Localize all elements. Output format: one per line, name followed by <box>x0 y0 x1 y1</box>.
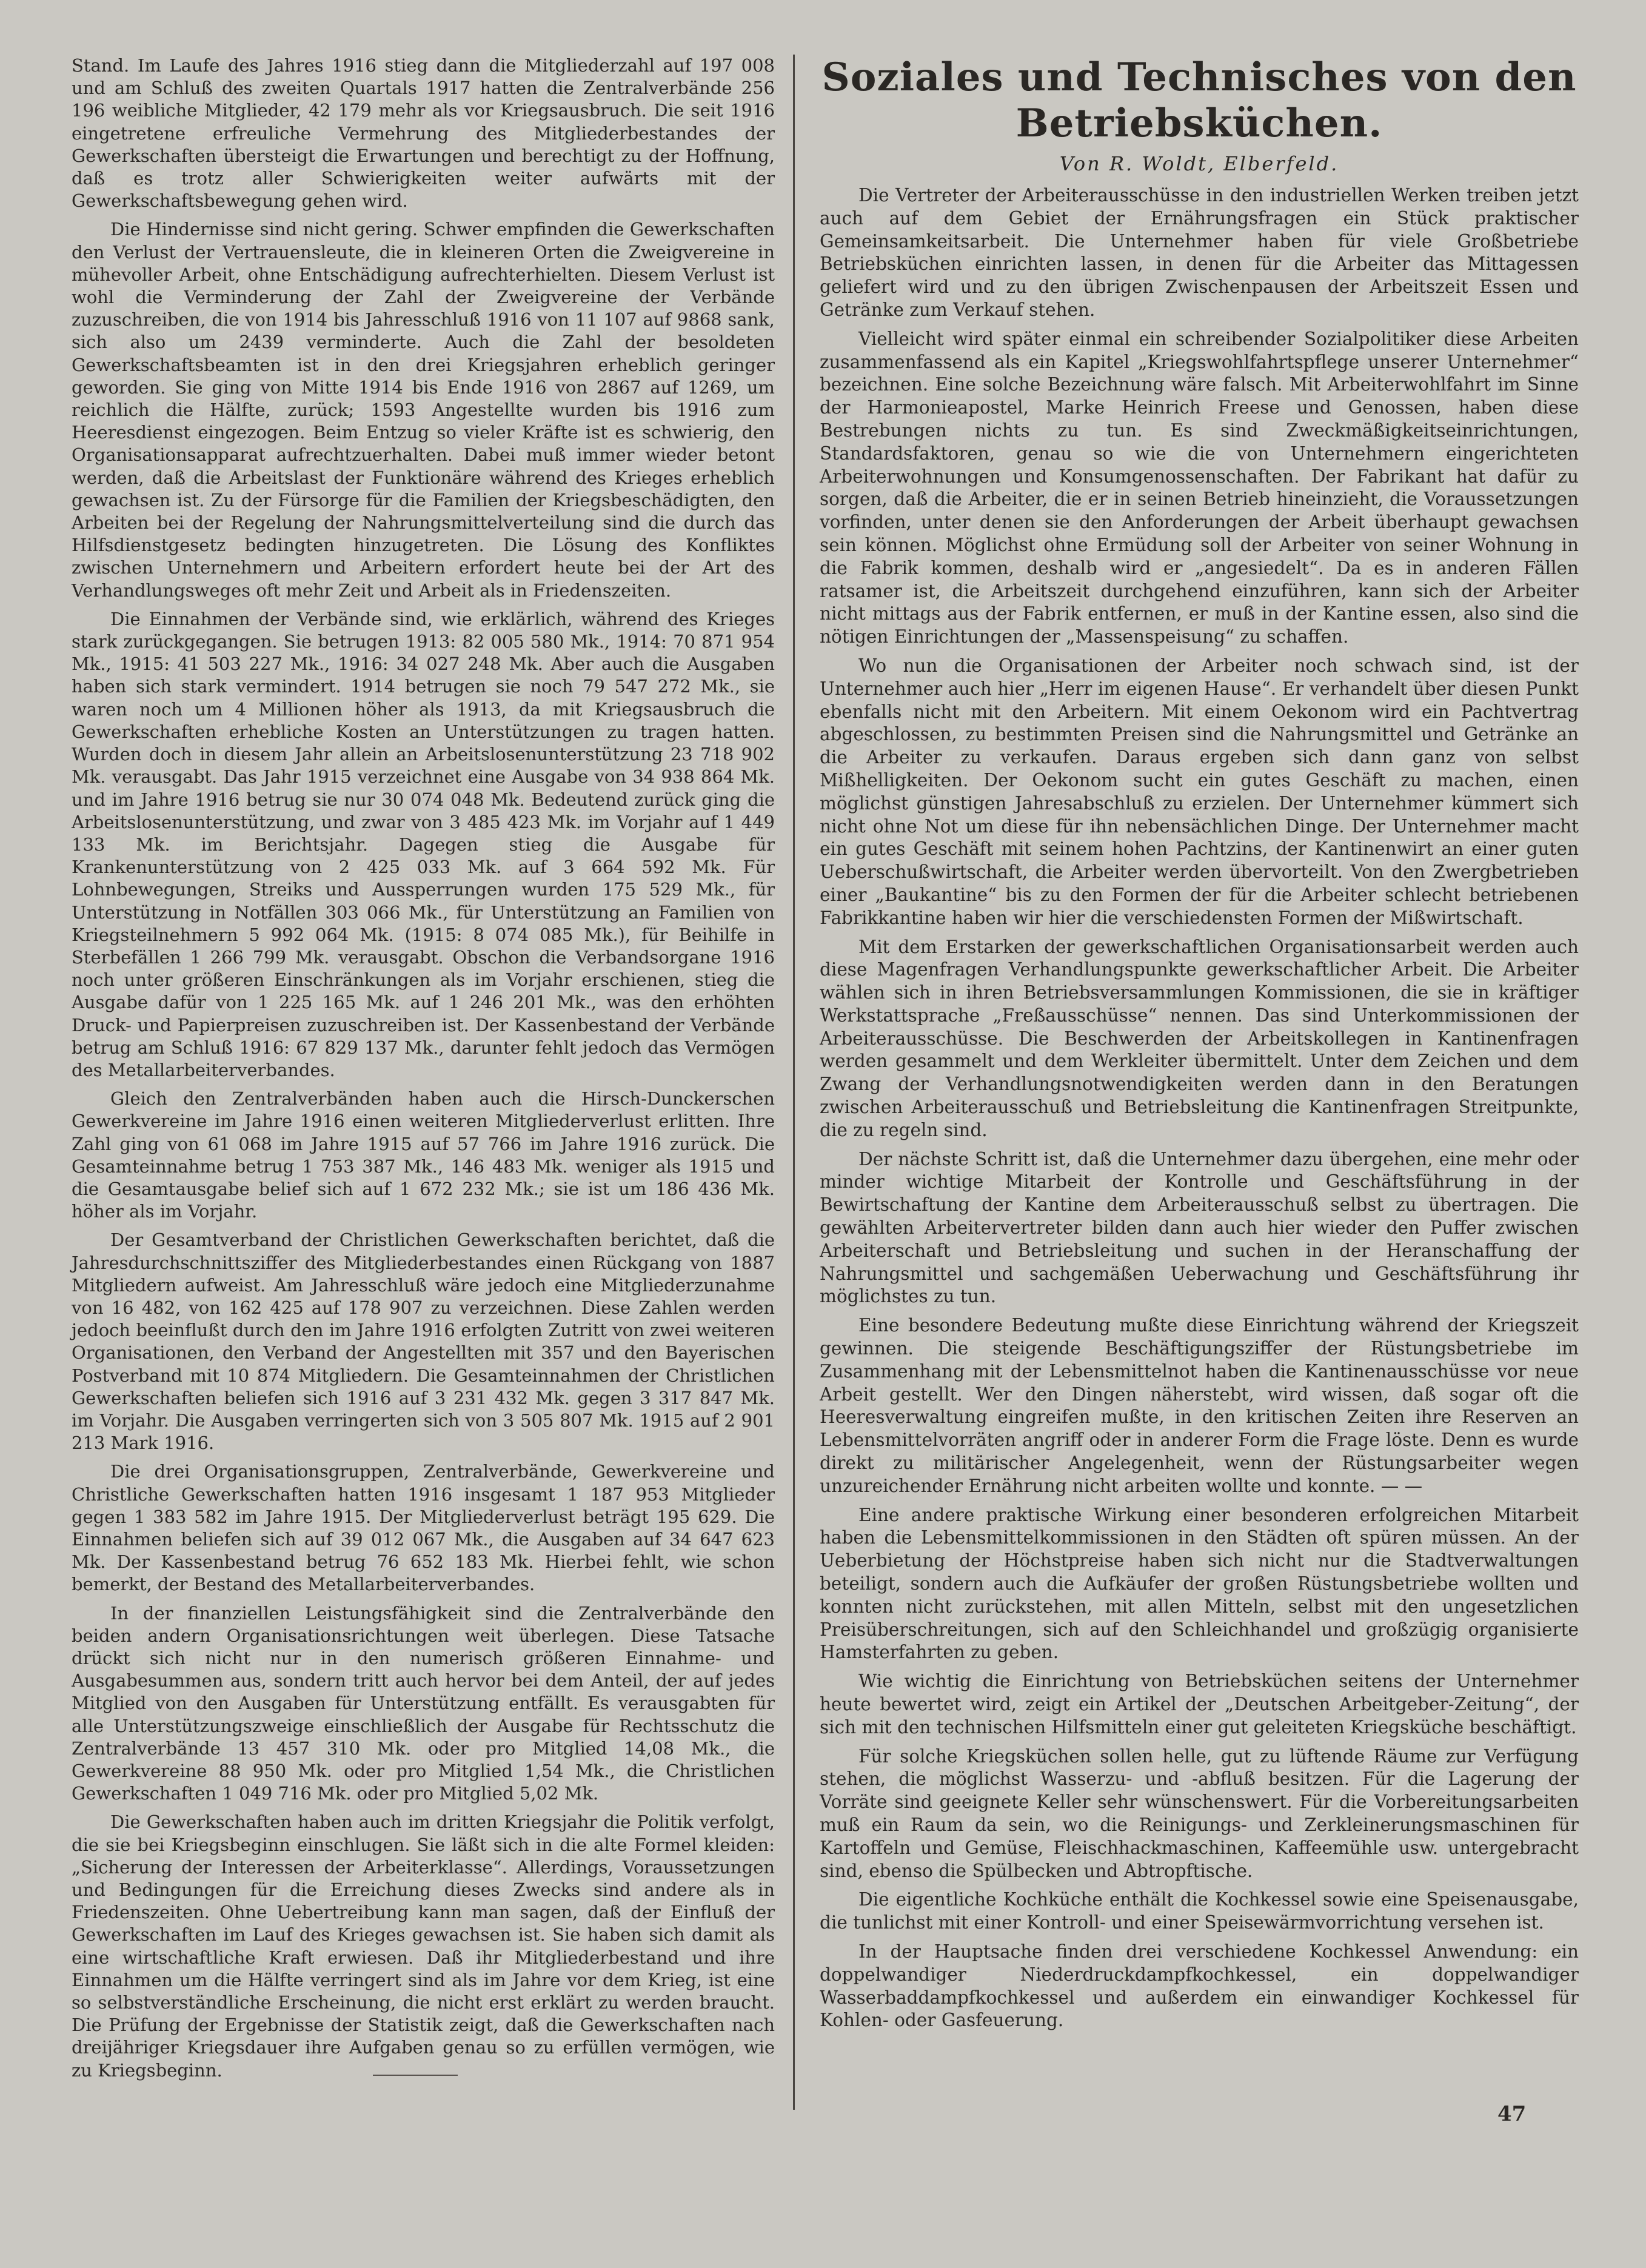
right-column <box>820 55 1579 2038</box>
column-divider <box>793 55 795 2110</box>
paragraph: Die Gewerkschaften haben auch im dritten Kriegsjahr die Politik verfolgt, die sie bei Kriegsbeginn einschlugen. Sie läßt sich in die alte Formel kleiden: „Sicherung der Interessen der Arbeiterklasse“. Allerdings, Voraussetzungen und Bedingungen für die Erreichung dieses Zwecks sind andere als in Friedenszeiten. Ohne Uebertreibung kann man sagen, daß der Einfluß der Gewerkschaften im Lauf des Krieges gewachsen ist. Sie haben sich damit als eine wirtschaftliche Kraft erwiesen. Daß ihr Mitgliederbestand und ihre Einnahmen um die Hälfte verringert sind als im Jahre vor dem Krieg, ist eine so selbstverständliche Erscheinung, die nicht erst erklärt zu werden braucht. Die Prüfung der Ergebnisse der Statistik zeigt, daß die Gewerkschaften nach dreijähriger Kriegsdauer ihre Aufgaben genau so zu erfüllen vermögen, wie zu Kriegsbeginn. <box>72 1811 775 2081</box>
paragraph: Gleich den Zentralverbänden haben auch die Hirsch-Dunckerschen Gewerkvereine im Jahre 1916 einen weiteren Mitgliederverlust erlitten. Ihre Zahl ging von 61 068 im Jahre 1915 auf 57 766 im Jahre 1916 zurück. Die Gesamteinnahme betrug 1 753 387 Mk., 146 483 Mk. weniger als 1915 und die Gesamtausgabe belief sich auf 1 672 232 Mk.; sie ist um 186 436 Mk. höher als im Vorjahr. <box>72 1088 775 1222</box>
paragraph: Der Gesamtverband der Christlichen Gewerkschaften berichtet, daß die Jahresdurchschnittsziffer des Mitgliederbestandes einen Rückgang von 1887 Mitgliedern aufweist. Am Jahresschluß wäre jedoch eine Mitgliederzunahme von 16 482, von 162 425 auf 178 907 zu verzeichnen. Diese Zahlen werden jedoch beeinflußt durch den im Jahre 1916 erfolgten Zutritt von zwei weiteren Organisationen, den Verband der Angestellten mit 357 und den Bayerischen Postverband mit 10 874 Mitgliedern. Die Gesamteinnahmen der Christlichen Gewerkschaften beliefen sich 1916 auf 3 231 432 Mk. gegen 3 317 847 Mk. im Vorjahr. Die Ausgaben verringerten sich von 3 505 807 Mk. 1915 auf 2 901 213 Mark 1916. <box>72 1229 775 1454</box>
paragraph: In der finanziellen Leistungsfähigkeit sind die Zentralverbände den beiden andern Organisationsrichtungen weit überlegen. Diese Tatsache drückt sich nicht nur in den numerisch größeren Einnahme- und Ausgabesummen aus, sondern tritt auch hervor bei dem Anteil, der auf jedes Mitglied von den Ausgaben für Unterstützung entfällt. Es verausgabten für alle Unterstützungszweige einschließlich der Ausgabe für Rechtsschutz die Zentralverbände 13 457 310 Mk. oder pro Mitglied 14,08 Mk., die Gewerkvereine 88 950 Mk. oder pro Mitglied 1,54 Mk., die Christlichen Gewerkschaften 1 049 716 Mk. oder pro Mitglied 5,02 Mk. <box>72 1602 775 1804</box>
paragraph: Die Hindernisse sind nicht gering. Schwer empfinden die Gewerkschaften den Verlust der Vertrauensleute, die in kleineren Orten die Zweigvereine in mühevoller Arbeit, ohne Entschädigung aufrechterhielten. Diesem Verlust ist wohl die Verminderung der Zahl der Zweigvereine der Verbände zuzuschreiben, die von 1914 bis Jahresschluß 1916 von 11 107 auf 9868 sank, sich also um 2439 verminderte. Auch die Zahl der besoldeten Gewerkschaftsbeamten ist in den drei Kriegsjahren erheblich geringer geworden. Sie ging von Mitte 1914 bis Ende 1916 von 2867 auf 1269, um reichlich die Hälfte, zurück; 1593 Angestellte wurden bis 1916 zum Heeresdienst eingezogen. Beim Entzug so vieler Kräfte ist es schwierig, den Organisationsapparat aufrechtzuerhalten. Dabei muß immer wieder betont werden, daß die Arbeitslast der Funktionäre während des Krieges erheblich gewachsen ist. Zu der Fürsorge für die Familien der Kriegsbeschädigten, den Arbeiten bei der Regelung der Nahrungsmittelverteilung sind die durch das Hilfsdienstgesetz bedingten hinzugetreten. Die Lösung des Konfliktes zwischen Unternehmern und Arbeitern erfordert heute bei der Art des Verhandlungsweges oft mehr Zeit und Arbeit als in Friedenszeiten. <box>72 219 775 601</box>
article-end-rule <box>373 2075 458 2076</box>
left-column <box>72 55 775 2088</box>
paragraph: Der nächste Schritt ist, daß die Unternehmer dazu übergehen, eine mehr oder minder wichtige Mitarbeit der Kontrolle und Geschäftsführung in der Bewirtschaftung der Kantine dem Arbeiterausschuß selbst zu übertragen. Die gewählten Arbeitervertreter bilden dann auch hier wieder den Puffer zwischen Arbeiterschaft und Betriebsleitung und suchen in der Heranschaffung der Nahrungsmittel und sachgemäßen Ueberwachung und Geschäftsführung ihr möglichstes zu tun. <box>820 1148 1579 1307</box>
paragraph: In der Hauptsache finden drei verschiedene Kochkessel Anwendung: ein doppelwandiger Niederdruckdampfkochkessel, ein doppelwandiger Wasserbaddampfkochkessel und außerdem ein einwandiger Kochkessel für Kohlen- oder Gasfeuerung. <box>820 1941 1579 2031</box>
paragraph: Stand. Im Laufe des Jahres 1916 stieg dann die Mitgliederzahl auf 197 008 und am Schluß des zweiten Quartals 1917 hatten die Zentralverbände 256 196 weibliche Mitglieder, 42 179 mehr als vor Kriegsausbruch. Die seit 1916 eingetretene erfreuliche Vermehrung des Mitgliederbestandes der Gewerkschaften übersteigt die Erwartungen und berechtigt zu der Hoffnung, daß es trotz aller Schwierigkeiten weiter aufwärts mit der Gewerkschaftsbewegung gehen wird. <box>72 55 775 212</box>
paragraph: Vielleicht wird später einmal ein schreibender Sozialpolitiker diese Arbeiten zusammenfassend als ein Kapitel „Kriegswohlfahrtspflege unserer Unternehmer“ bezeichnen. Eine solche Bezeichnung wäre falsch. Mit Arbeiterwohlfahrt im Sinne der Harmonieapostel, Marke Heinrich Freese und Genossen, haben diese Bestrebungen nichts zu tun. Es sind Zweckmäßigkeitseinrichtungen, Standardsfaktoren, genau so wie die von Unternehmern eingerichteten Arbeiterwohnungen und Konsumgenossenschaften. Der Fabrikant hat dafür zu sorgen, daß die Arbeiter, die er in seinen Betrieb hineinzieht, die Voraussetzungen vorfinden, unter denen sie den Anforderungen der Arbeit überhaupt gewachsen sein können. Möglichst ohne Ermüdung soll der Arbeiter von seiner Wohnung in die Fabrik kommen, deshalb wird er „angesiedelt“. Da es in anderen Fällen ratsamer ist, die Arbeitszeit durchgehend einzuführen, kann sich der Arbeiter nicht mittags aus der Fabrik entfernen, er muß in der Kantine essen, also sind die nötigen Einrichtungen der „Massenspeisung“ zu schaffen. <box>820 328 1579 647</box>
paragraph: Wie wichtig die Einrichtung von Betriebsküchen seitens der Unternehmer heute bewertet wird, zeigt ein Artikel der „Deutschen Arbeitgeber-Zeitung“, der sich mit den technischen Hilfsmitteln einer gut geleiteten Kriegsküche beschäftigt. <box>820 1671 1579 1738</box>
paragraph: Die Einnahmen der Verbände sind, wie erklärlich, während des Krieges stark zurückgegangen. Sie betrugen 1913: 82 005 580 Mk., 1914: 70 871 954 Mk., 1915: 41 503 227 Mk., 1916: 34 027 248 Mk. Aber auch die Ausgaben haben sich stark vermindert. 1914 betrugen sie noch 79 547 272 Mk., sie waren noch um 4 Millionen höher als 1913, da mit Kriegsausbruch die Gewerkschaften erhebliche Kosten an Unterstützungen zu tragen hatten. Wurden doch in diesem Jahr allein an Arbeitslosenunterstützung 23 718 902 Mk. verausgabt. Das Jahr 1915 verzeichnet eine Ausgabe von 34 938 864 Mk. und im Jahre 1916 betrug sie nur 30 074 048 Mk. Bedeutend zurück ging die Arbeitslosenunterstützung, und zwar von 3 485 423 Mk. im Vorjahr auf 1 449 133 Mk. im Berichtsjahr. Dagegen stieg die Ausgabe für Krankenunterstützung von 2 425 033 Mk. auf 3 664 592 Mk. Für Lohnbewegungen, Streiks und Aussperrungen wurden 175 529 Mk., für Unterstützung in Notfällen 303 066 Mk., für Unterstützung an Familien von Kriegsteilnehmern 5 992 064 Mk. (1915: 8 074 085 Mk.), für Beihilfe in Sterbefällen 1 266 799 Mk. verausgabt. Obschon die Verbandsorgane 1916 noch unter größeren Einschränkungen als im Vorjahr erschienen, stieg die Ausgabe dafür von 1 225 165 Mk. auf 1 246 201 Mk., was den erhöhten Druck- und Papierpreisen zuzuschreiben ist. Der Kassenbestand der Verbände betrug am Schluß 1916: 67 829 137 Mk., darunter fehlt jedoch das Vermögen des Metallarbeiterverbandes. <box>72 608 775 1080</box>
article-title: Soziales und Technisches von den Betriebsküchen. <box>821 55 1577 146</box>
paragraph: Mit dem Erstarken der gewerkschaftlichen Organisationsarbeit werden auch diese Magenfragen Verhandlungspunkte gewerkschaftlicher Arbeit. Die Arbeiter wählen sich in ihren Betriebsversammlungen Kommissionen, die sie in kräftiger Werkstattsprache „Freßausschüsse“ nennen. Das sind Unterkommissionen der Arbeiterausschüsse. Die Beschwerden der Arbeitskollegen in Kantinenfragen werden gesammelt und dem Werkleiter übermittelt. Unter dem Zeichen und dem Zwang der Verhandlungsnotwendigkeiten werden dann in den Beratungen zwischen Arbeiterausschuß und Betriebsleitung die Kantinenfragen Streitpunkte, die zu regeln sind. <box>820 936 1579 1140</box>
article-byline: Von R. Woldt, Elberfeld. <box>1059 152 1339 175</box>
paragraph: Die eigentliche Kochküche enthält die Kochkessel sowie eine Speisenausgabe, die tunlichst mit einer Kontroll- und einer Speisewärmvorrichtung versehen ist. <box>820 1889 1579 1933</box>
paragraph: Eine andere praktische Wirkung einer besonderen erfolgreichen Mitarbeit haben die Lebensmittelkommissionen in den Städten oft spüren müssen. An der Ueberbietung der Höchstpreise haben sich nicht nur die Stadtverwaltungen beteiligt, sondern auch die Aufkäufer der großen Rüstungsbetriebe wollten und konnten nicht zurückstehen, mit allen Mitteln, selbst mit den ungesetzlichen Preisüberschreitungen, sich auf den Schleichhandel und großzügig organisierte Hamsterfahrten zu geben. <box>820 1504 1579 1663</box>
paragraph: Die Vertreter der Arbeiterausschüsse in den industriellen Werken treiben jetzt auch auf dem Gebiet der Ernährungsfragen ein Stück praktischer Gemeinsamkeitsarbeit. Die Unternehmer haben für viele Großbetriebe Betriebsküchen einrichten lassen, in denen für die Arbeiter das Mittagessen geliefert wird und zu den übrigen Zwischenpausen der Arbeitszeit Essen und Getränke zum Verkauf stehen. <box>820 185 1579 320</box>
paragraph: Eine besondere Bedeutung mußte diese Einrichtung während der Kriegszeit gewinnen. Die steigende Beschäftigungsziffer der Rüstungsbetriebe im Zusammenhang mit der Lebensmittelnot haben die Kantinenausschüsse vor neue Arbeit gestellt. Wer den Dingen näherstebt, wird wissen, daß sogar oft die Heeresverwaltung eingreifen mußte, in den kritischen Zeiten ihre Reserven an Lebensmittelvorräten angriff oder in anderer Form die Frage löste. Denn es wurde direkt zu militärischer Angelegenheit, wenn der Rüstungsarbeiter wegen unzureichender Ernährung nicht arbeiten wollte und konnte. — — <box>820 1315 1579 1496</box>
paragraph: Wo nun die Organisationen der Arbeiter noch schwach sind, ist der Unternehmer auch hier „Herr im eigenen Hause“. Er verhandelt über diesen Punkt ebenfalls nicht mit den Arbeitern. Mit einem Oekonom wird ein Pachtvertrag abgeschlossen, zu bestimmten Preisen sind die Nahrungsmittel und Getränke an die Arbeiter zu verkaufen. Daraus ergeben sich dann ganz von selbst Mißhelligkeiten. Der Oekonom sucht ein gutes Geschäft zu machen, einen möglichst günstigen Jahresabschluß zu erzielen. Der Unternehmer kümmert sich nicht ohne Not um diese für ihn nebensächlichen Dinge. Der Unternehmer macht ein gutes Geschäft mit seinem hohen Pachtzins, der Kantinenwirt an einer guten Ueberschußwirtschaft, die Arbeiter werden übervorteilt. Von den Zwergbetrieben einer „Baukantine“ bis zu den Formen der für die Arbeiter schlecht betriebenen Fabrikkantine haben wir hier die verschiedensten Formen der Mißwirtschaft. <box>820 655 1579 928</box>
paragraph: Die drei Organisationsgruppen, Zentralverbände, Gewerkvereine und Christliche Gewerkschaften hatten 1916 insgesamt 1 187 953 Mitglieder gegen 1 383 582 im Jahre 1915. Der Mitgliederverlust beträgt 195 629. Die Einnahmen beliefen sich auf 39 012 067 Mk., die Ausgaben auf 34 647 623 Mk. Der Kassenbestand betrug 76 652 183 Mk. Hierbei fehlt, wie schon bemerkt, der Bestand des Metallarbeiterverbandes. <box>72 1461 775 1595</box>
paragraph: Für solche Kriegsküchen sollen helle, gut zu lüftende Räume zur Verfügung stehen, die möglichst Wasserzu- und -abfluß besitzen. Für die Lagerung der Vorräte sind geeignete Keller sehr wünschenswert. Für die Vorbereitungsarbeiten muß ein Raum da sein, wo die Reinigungs- und Zerkleinerungsmaschinen für Kartoffeln und Gemüse, Fleischhackmaschinen, Kaffeemühle usw. untergebracht sind, ebenso die Spülbecken und Abtropftische. <box>820 1745 1579 1881</box>
page-number: 47 <box>1497 2102 1527 2126</box>
